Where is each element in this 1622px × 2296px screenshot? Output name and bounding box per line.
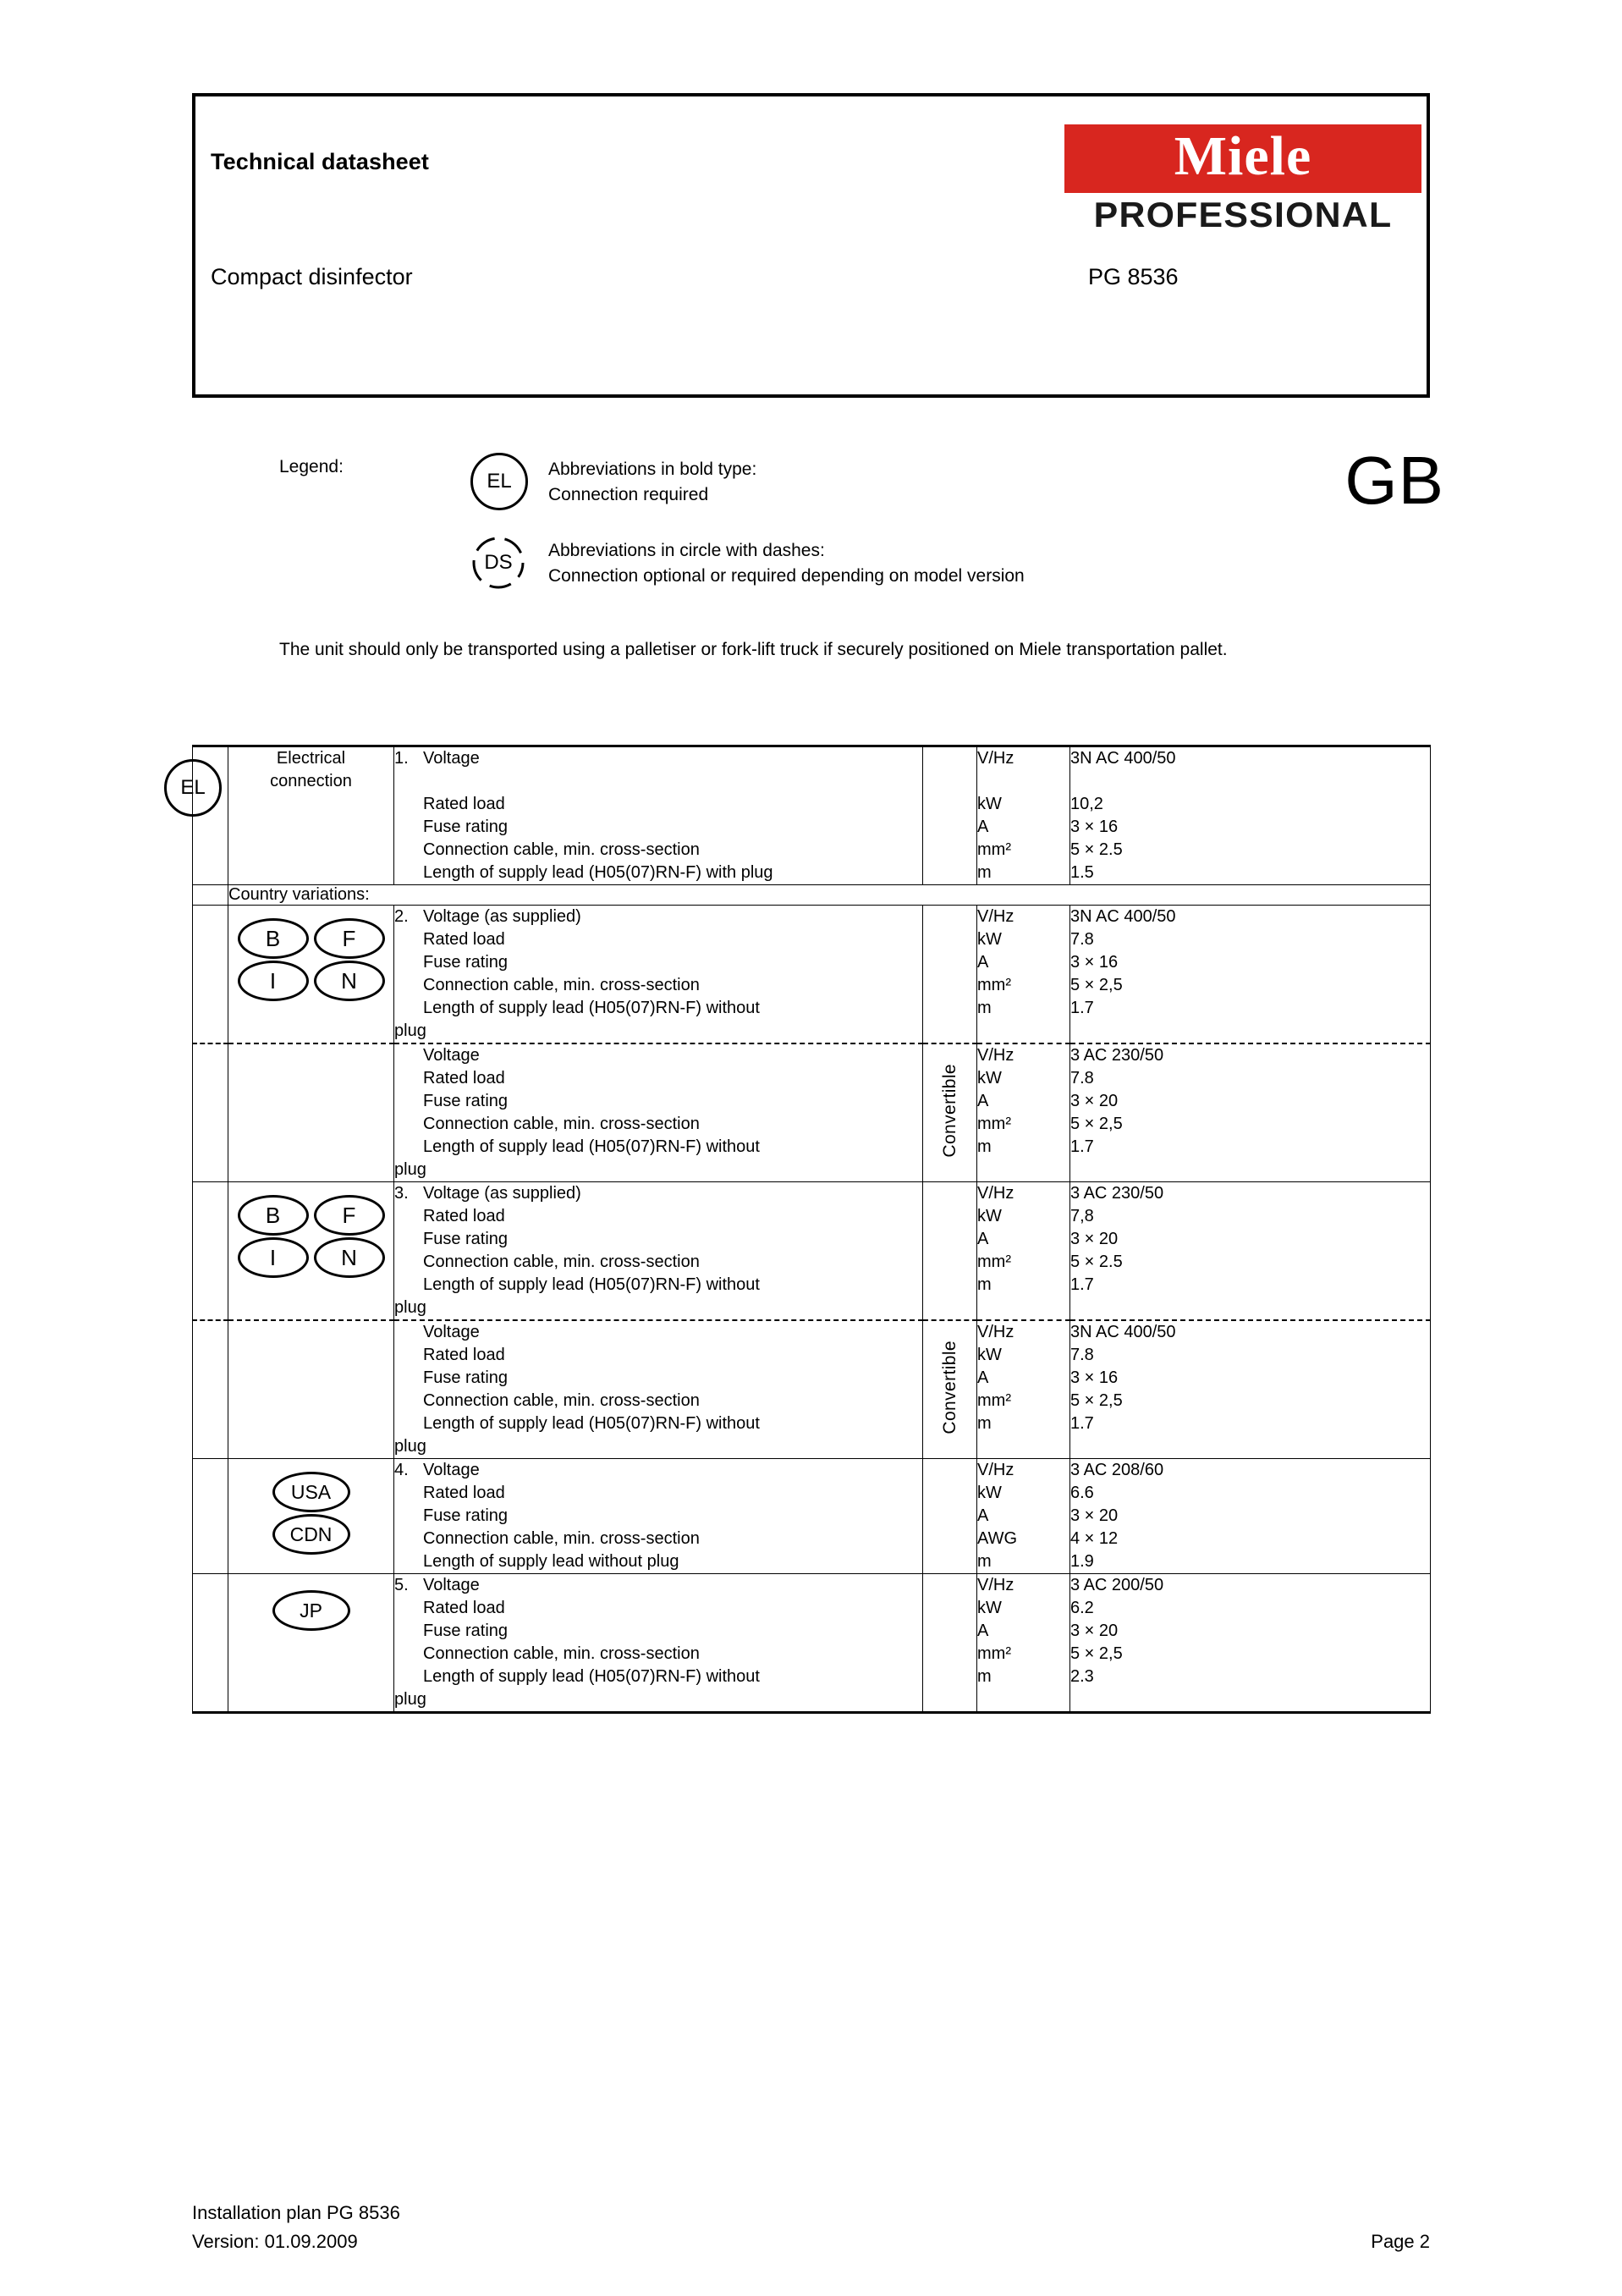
spec-unit: m — [977, 1137, 992, 1156]
legend-entry-ds-text — [548, 538, 1025, 589]
spec-line: Rated load — [423, 1207, 505, 1225]
spec-unit: AWG — [977, 1529, 1018, 1548]
spec-value: 3 × 16 — [1070, 953, 1119, 972]
spec-line: Connection cable, min. cross-section — [423, 1529, 700, 1548]
table-row — [193, 1320, 1431, 1459]
spec-line: Length of supply lead (H05(07)RN-F) without — [423, 1137, 760, 1156]
spec-value: 1.5 — [1070, 863, 1094, 882]
country-symbol-cell — [228, 1043, 394, 1182]
spec-value: 5 × 2.5 — [1070, 1253, 1123, 1271]
legend-ds-line1: Abbreviations in circle with dashes: — [548, 541, 825, 560]
electrical-connection-table — [180, 745, 1431, 1714]
spec-value: 5 × 2,5 — [1070, 976, 1123, 994]
spec-value: 6.2 — [1070, 1599, 1094, 1617]
spec-unit: kW — [977, 795, 1002, 813]
country-symbol-cell — [228, 1459, 394, 1574]
spec-value: 6.6 — [1070, 1484, 1094, 1502]
spec-line: Length of supply lead (H05(07)RN-F) without — [423, 999, 760, 1017]
spec-unit: A — [977, 1230, 989, 1248]
spec-value: 1.7 — [1070, 1275, 1094, 1294]
spacer — [1070, 770, 1430, 793]
spec-unit: kW — [977, 1207, 1002, 1225]
spec-line: Rated load — [423, 1599, 505, 1617]
spec-value: 7.8 — [1070, 1069, 1094, 1087]
spec-line: Rated load — [423, 795, 505, 813]
spec-line-continuation: plug — [394, 1690, 426, 1709]
spec-line: Fuse rating — [423, 1368, 509, 1387]
country-symbol-n: N — [314, 1237, 385, 1278]
spec-unit: m — [977, 1552, 992, 1571]
spec-value: 5 × 2,5 — [1070, 1644, 1123, 1663]
ds-dashed-circle-icon — [470, 535, 526, 591]
spec-line: Rated load — [423, 1346, 505, 1364]
spec-label: Voltage (as supplied) — [423, 1184, 581, 1203]
country-symbol-b: B — [238, 1195, 309, 1236]
spec-unit: V/Hz — [977, 1046, 1014, 1065]
spec-unit: mm² — [977, 840, 1011, 859]
spec-value: 7,8 — [1070, 1207, 1094, 1225]
spec-description-list — [394, 906, 922, 1043]
spec-value-list — [1070, 1182, 1430, 1297]
spec-unit-list — [977, 1321, 1069, 1435]
header-box — [192, 93, 1430, 398]
spec-line: Length of supply lead (H05(07)RN-F) with plug — [423, 863, 773, 882]
spec-unit: m — [977, 1275, 992, 1294]
spec-value: 3 × 20 — [1070, 1092, 1119, 1110]
symbol-spacer-cell — [193, 1182, 228, 1321]
country-variations-label: Country variations: — [228, 885, 1431, 906]
spec-line-continuation: plug — [394, 1160, 426, 1179]
spec-line: Connection cable, min. cross-section — [423, 976, 700, 994]
convertible-cell — [923, 1574, 977, 1713]
spec-values-cell — [1070, 746, 1431, 885]
spec-units-cell — [977, 1574, 1070, 1713]
spec-description-cell — [394, 1043, 923, 1182]
spec-value: 4 × 12 — [1070, 1529, 1119, 1548]
brand-logo — [1064, 124, 1421, 234]
spec-line: Fuse rating — [423, 1506, 509, 1525]
spec-description-list — [394, 1182, 922, 1319]
spec-value: 7.8 — [1070, 930, 1094, 949]
spec-value-list — [1070, 747, 1430, 884]
symbol-spacer-cell — [193, 906, 228, 1044]
legend-ds-line2: Connection optional or required depending on model version — [548, 566, 1025, 586]
spec-value: 5 × 2.5 — [1070, 840, 1123, 859]
spec-values-cell — [1070, 1043, 1431, 1182]
spec-unit: V/Hz — [977, 1184, 1014, 1203]
spec-unit: kW — [977, 1069, 1002, 1087]
spec-line: Length of supply lead (H05(07)RN-F) without — [423, 1667, 760, 1686]
brand-tagline: PROFESSIONAL — [1093, 194, 1393, 234]
spec-description-cell — [394, 1459, 923, 1574]
symbol-spacer-cell — [193, 1320, 228, 1459]
transport-note: The unit should only be transported using a palletiser or fork-lift truck if securely positioned on Miele transportation pallet. — [279, 640, 1228, 659]
country-symbol-i: I — [238, 961, 309, 1001]
convertible-cell — [923, 1182, 977, 1321]
spec-line: Fuse rating — [423, 953, 509, 972]
spec-value: 3 AC 208/60 — [1070, 1461, 1164, 1479]
spec-label: Voltage — [423, 1576, 480, 1594]
spec-values-cell — [1070, 1459, 1431, 1574]
spec-unit: A — [977, 818, 989, 836]
convertible-label: Convertible — [939, 1340, 959, 1434]
spec-value-list — [1070, 1044, 1430, 1159]
country-symbol-b: B — [238, 918, 309, 959]
spec-value: 1.7 — [1070, 999, 1094, 1017]
spec-units-cell — [977, 1182, 1070, 1321]
symbol-spacer-cell — [193, 1574, 228, 1713]
country-symbol-group — [234, 917, 388, 1002]
spec-index: 5. — [394, 1576, 409, 1594]
table-row — [193, 746, 1431, 885]
spec-unit: kW — [977, 1484, 1002, 1502]
spec-line: Length of supply lead without plug — [423, 1552, 679, 1571]
convertible-cell — [923, 906, 977, 1044]
spec-unit: V/Hz — [977, 1576, 1014, 1594]
country-symbol-n: N — [314, 961, 385, 1001]
product-type-label: Compact disinfector — [211, 264, 413, 289]
spec-unit: m — [977, 999, 992, 1017]
spec-unit: A — [977, 1092, 989, 1110]
country-symbol-cell — [228, 1182, 394, 1321]
legend-label: Legend: — [279, 457, 344, 476]
spec-label: Voltage (as supplied) — [423, 907, 581, 926]
spec-unit: kW — [977, 1346, 1002, 1364]
spec-value: 3 × 16 — [1070, 818, 1119, 836]
section-label-cell — [228, 746, 394, 885]
spec-unit: m — [977, 1667, 992, 1686]
spec-line — [394, 906, 922, 928]
spec-description-list — [394, 747, 922, 884]
spec-line: Connection cable, min. cross-section — [423, 1391, 700, 1410]
spec-value: 3N AC 400/50 — [1070, 1323, 1176, 1341]
ds-circle-label: DS — [484, 551, 513, 574]
spec-label: Voltage — [423, 1461, 480, 1479]
spec-line — [394, 1182, 922, 1205]
el-circle-icon: EL — [164, 759, 222, 817]
section-symbol-cell — [180, 746, 228, 885]
table-row — [193, 1574, 1431, 1713]
country-symbol-cell — [228, 1574, 394, 1713]
spec-value: 5 × 2,5 — [1070, 1391, 1123, 1410]
table-row — [193, 1459, 1431, 1574]
spec-value: 3 × 20 — [1070, 1506, 1119, 1525]
spec-unit: mm² — [977, 1644, 1011, 1663]
spec-line: Voltage — [423, 1046, 480, 1065]
spec-value: 3 AC 230/50 — [1070, 1046, 1164, 1065]
section-label-line1: Electrical — [276, 749, 346, 768]
convertible-cell — [923, 1459, 977, 1574]
model-number: PG 8536 — [1088, 264, 1179, 289]
spec-unit: m — [977, 863, 992, 882]
table-row — [193, 1043, 1431, 1182]
country-code-gb: GB — [1344, 443, 1444, 518]
country-symbol-usa: USA — [272, 1472, 350, 1512]
spec-index: 1. — [394, 749, 409, 768]
spec-description-cell — [394, 746, 923, 885]
spec-line: Length of supply lead (H05(07)RN-F) without — [423, 1414, 760, 1433]
spec-description-cell — [394, 906, 923, 1044]
table-row — [193, 906, 1431, 1044]
spec-line: Fuse rating — [423, 818, 509, 836]
spec-line — [394, 1459, 922, 1482]
spec-unit: mm² — [977, 976, 1011, 994]
spec-unit: mm² — [977, 1253, 1011, 1271]
spec-units-cell — [977, 906, 1070, 1044]
spec-unit: V/Hz — [977, 1461, 1014, 1479]
spec-value: 3N AC 400/50 — [1070, 749, 1176, 768]
spec-unit: V/Hz — [977, 749, 1014, 768]
spec-line: Rated load — [423, 930, 505, 949]
miele-logo-mark — [1064, 124, 1421, 193]
spec-description-list — [394, 1321, 922, 1458]
spec-unit: V/Hz — [977, 1323, 1014, 1341]
legend-el-line2: Connection required — [548, 485, 709, 504]
spec-line: Fuse rating — [423, 1092, 509, 1110]
spec-description-list — [394, 1574, 922, 1711]
country-symbol-i: I — [238, 1237, 309, 1278]
spec-line-continuation: plug — [394, 1298, 426, 1317]
spec-description-list — [394, 1044, 922, 1181]
spec-line-continuation: plug — [394, 1021, 426, 1040]
spec-value: 5 × 2,5 — [1070, 1115, 1123, 1133]
spec-value-list — [1070, 1574, 1430, 1688]
convertible-cell — [923, 1043, 977, 1182]
spec-index: 2. — [394, 907, 409, 926]
spacer — [394, 770, 922, 793]
spec-description-list — [394, 1459, 922, 1573]
spec-value-list — [1070, 906, 1430, 1020]
spec-units-cell — [977, 1320, 1070, 1459]
section-label-line2: connection — [270, 772, 352, 790]
spec-unit: A — [977, 1368, 989, 1387]
spec-value: 3 × 16 — [1070, 1368, 1119, 1387]
spec-unit: kW — [977, 1599, 1002, 1617]
spec-description-cell — [394, 1320, 923, 1459]
spec-index: 3. — [394, 1184, 409, 1203]
spec-line: Length of supply lead (H05(07)RN-F) without — [423, 1275, 760, 1294]
convertible-cell — [923, 746, 977, 885]
spec-unit: A — [977, 1506, 989, 1525]
spec-value: 1.9 — [1070, 1552, 1094, 1571]
spec-value: 1.7 — [1070, 1414, 1094, 1433]
el-circle-label: EL — [487, 470, 512, 493]
table-body — [180, 746, 1431, 1713]
spec-value: 10,2 — [1070, 795, 1103, 813]
spec-line — [394, 1574, 922, 1597]
spec-unit: V/Hz — [977, 907, 1014, 926]
country-symbol-cdn: CDN — [272, 1514, 350, 1555]
table-row — [193, 1182, 1431, 1321]
spec-line: Connection cable, min. cross-section — [423, 1644, 700, 1663]
country-symbol-group — [234, 1589, 388, 1632]
spacer — [977, 770, 1069, 793]
country-symbol-cell — [228, 906, 394, 1044]
country-symbol-f: F — [314, 1195, 385, 1236]
legend-symbol-ds — [470, 535, 526, 591]
spec-unit: A — [977, 953, 989, 972]
convertible-cell — [923, 1320, 977, 1459]
spec-units-cell — [977, 1043, 1070, 1182]
symbol-spacer-cell — [193, 1459, 228, 1574]
country-symbol-group — [234, 1194, 388, 1279]
country-symbol-cell — [228, 1320, 394, 1459]
spec-unit: A — [977, 1622, 989, 1640]
country-symbol-f: F — [314, 918, 385, 959]
spec-value: 2.3 — [1070, 1667, 1094, 1686]
spec-label: Voltage — [423, 749, 480, 768]
page-title: Technical datasheet — [211, 149, 429, 174]
spec-unit: m — [977, 1414, 992, 1433]
el-circle-icon — [470, 453, 528, 510]
spec-line: Voltage — [423, 1323, 480, 1341]
spec-units-cell — [977, 1459, 1070, 1574]
spec-line: Connection cable, min. cross-section — [423, 1253, 700, 1271]
country-symbol-group — [234, 1471, 388, 1555]
spec-value-list — [1070, 1459, 1430, 1573]
symbol-spacer-cell — [193, 1043, 228, 1182]
spec-line: Rated load — [423, 1484, 505, 1502]
legend-symbol-el — [470, 453, 528, 510]
spec-line: Fuse rating — [423, 1230, 509, 1248]
spec-unit-list — [977, 1182, 1069, 1297]
spec-values-cell — [1070, 906, 1431, 1044]
spec-value: 3N AC 400/50 — [1070, 907, 1176, 926]
footer-document-info — [192, 2199, 400, 2256]
spec-value: 3 AC 200/50 — [1070, 1576, 1164, 1594]
spec-description-cell — [394, 1182, 923, 1321]
country-variations-row — [193, 885, 1431, 906]
spec-value: 3 × 20 — [1070, 1230, 1119, 1248]
spec-index: 4. — [394, 1461, 409, 1479]
spec-values-cell — [1070, 1574, 1431, 1713]
spec-line: Connection cable, min. cross-section — [423, 840, 700, 859]
spec-value: 3 × 20 — [1070, 1622, 1119, 1640]
spec-unit-list — [977, 1574, 1069, 1688]
spec-line — [394, 747, 922, 770]
spec-unit-list — [977, 1044, 1069, 1159]
spec-values-cell — [1070, 1182, 1431, 1321]
spec-unit-list — [977, 906, 1069, 1020]
spec-description-cell — [394, 1574, 923, 1713]
convertible-label: Convertible — [939, 1063, 959, 1158]
spec-line: Connection cable, min. cross-section — [423, 1115, 700, 1133]
spec-unit: mm² — [977, 1115, 1011, 1133]
spec-unit: mm² — [977, 1391, 1011, 1410]
spec-unit: kW — [977, 930, 1002, 949]
spec-value: 7.8 — [1070, 1346, 1094, 1364]
footer-line-2: Version: 01.09.2009 — [192, 2231, 358, 2252]
spec-value: 3 AC 230/50 — [1070, 1184, 1164, 1203]
spec-line: Fuse rating — [423, 1622, 509, 1640]
spec-unit-list — [977, 747, 1069, 884]
spec-value-list — [1070, 1321, 1430, 1435]
country-symbol-jp: JP — [272, 1590, 350, 1631]
spec-line: Rated load — [423, 1069, 505, 1087]
spec-unit-list — [977, 1459, 1069, 1573]
footer-page-number: Page 2 — [1371, 2231, 1430, 2252]
footer-line-1: Installation plan PG 8536 — [192, 2202, 400, 2223]
brand-name: Miele — [1174, 125, 1312, 187]
symbol-spacer-cell — [193, 885, 228, 906]
legend-el-line1: Abbreviations in bold type: — [548, 460, 757, 479]
spec-values-cell — [1070, 1320, 1431, 1459]
spec-units-cell — [977, 746, 1070, 885]
spec-line-continuation: plug — [394, 1437, 426, 1456]
legend-entry-el-text — [548, 457, 756, 508]
spec-value: 1.7 — [1070, 1137, 1094, 1156]
